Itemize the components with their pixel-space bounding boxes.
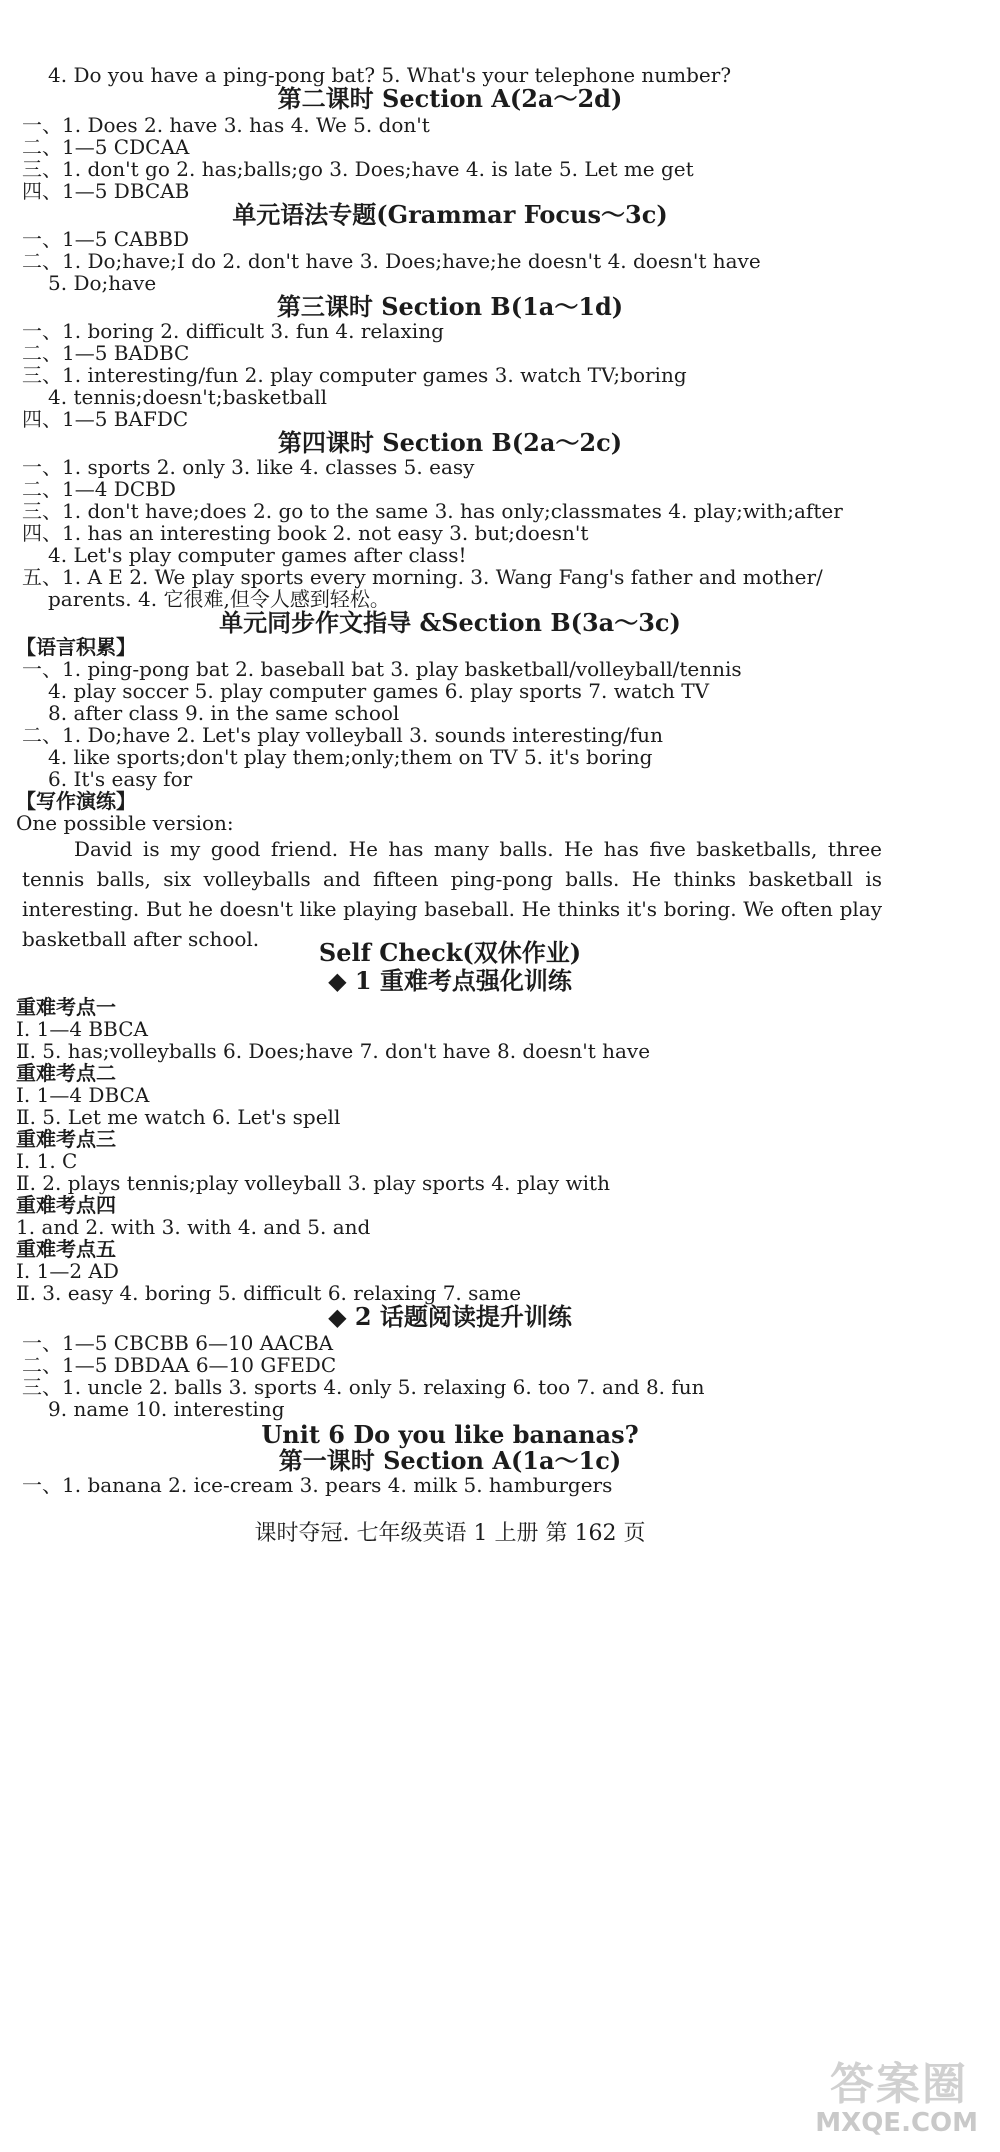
answer-line: Ⅰ. 1. C	[16, 1149, 78, 1173]
section-heading: ◆ 2 话题阅读提升训练	[328, 1302, 572, 1331]
answer-line: 一、1. ping-pong bat 2. baseball bat 3. play basketball/volleyball/tennis	[22, 657, 742, 681]
answer-line: 二、1. Do;have 2. Let's play volleyball 3. sounds interesting/fun	[22, 723, 663, 747]
watermark-logo: 答案圈	[830, 2059, 968, 2110]
answer-line: 二、1—5 DBDAA 6—10 GFEDC	[22, 1353, 337, 1377]
answer-line: 5. Do;have	[48, 271, 157, 295]
answer-line: Ⅱ. 2. plays tennis;play volleyball 3. play sports 4. play with	[16, 1171, 610, 1195]
answer-line: 一、1. banana 2. ice-cream 3. pears 4. milk 5. hamburgers	[22, 1473, 613, 1497]
answer-line: Ⅰ. 1—2 AD	[16, 1259, 119, 1283]
answer-line: 一、1—5 CABBD	[22, 227, 189, 251]
answer-line: 二、1—5 BADBC	[22, 341, 190, 365]
answer-line: 三、1. uncle 2. balls 3. sports 4. only 5. relaxing 6. too 7. and 8. fun	[22, 1375, 705, 1399]
answer-line: 4. tennis;doesn't;basketball	[48, 385, 328, 409]
answer-line: 9. name 10. interesting	[48, 1397, 285, 1421]
section-heading: 第一课时 Section A(1a～1c)	[278, 1446, 622, 1475]
subsection-tag: 【写作演练】	[16, 789, 136, 813]
section-heading: 单元语法专题(Grammar Focus～3c)	[232, 200, 668, 229]
subsection-tag: 重难考点一	[16, 995, 116, 1019]
subsection-tag: 重难考点三	[16, 1127, 116, 1151]
answer-line: 一、1. Does 2. have 3. has 4. We 5. don't	[22, 113, 430, 137]
section-heading: 第三课时 Section B(1a～1d)	[276, 292, 624, 321]
section-heading: 第二课时 Section A(2a～2d)	[277, 84, 623, 113]
answer-line: 4. Do you have a ping-pong bat? 5. What's your telephone number?	[48, 63, 732, 87]
watermark-url: MXQE.COM	[815, 2108, 978, 2138]
unit-heading: Unit 6 Do you like bananas?	[261, 1420, 639, 1449]
section-heading: 单元同步作文指导 &Section B(3a～3c)	[219, 608, 681, 637]
answer-line: 三、1. don't go 2. has;balls;go 3. Does;have 4. is late 5. Let me get	[22, 157, 694, 181]
answer-line: One possible version:	[16, 811, 234, 835]
model-essay: David is my good friend. He has many balls. He has five basketballs, three tennis balls, six volleyballs and fifteen ping-pong balls. He thinks basketball is interesting. But he doesn't like playing baseball. He thinks it's boring. We often play basketball after school.	[22, 837, 882, 951]
subsection-tag: 【语言积累】	[16, 635, 136, 659]
answer-line: Ⅰ. 1—4 DBCA	[16, 1083, 150, 1107]
answer-line: 四、1—5 DBCAB	[22, 179, 190, 203]
answer-line: 8. after class 9. in the same school	[48, 701, 400, 725]
answer-line: 三、1. don't have;does 2. go to the same 3. has only;classmates 4. play;with;after	[22, 499, 843, 523]
page-footer: 课时夺冠. 七年级英语 1 上册 第 162 页	[254, 1521, 646, 1546]
answer-line: Ⅰ. 1—4 BBCA	[16, 1017, 148, 1041]
answer-line: 1. and 2. with 3. with 4. and 5. and	[16, 1215, 371, 1239]
section-heading: Self Check(双休作业)	[318, 938, 582, 967]
answer-line: 一、1. boring 2. difficult 3. fun 4. relaxing	[22, 319, 444, 343]
answer-line: 四、1. has an interesting book 2. not easy 3. but;doesn't	[22, 521, 589, 545]
answer-line: Ⅱ. 5. Let me watch 6. Let's spell	[16, 1105, 341, 1129]
answer-line: 二、1—4 DCBD	[22, 477, 176, 501]
section-heading: 第四课时 Section B(2a～2c)	[277, 428, 623, 457]
answer-line: 四、1—5 BAFDC	[22, 407, 189, 431]
answer-line: 五、1. A E 2. We play sports every morning. 3. Wang Fang's father and mother/	[22, 565, 823, 589]
answer-line: 三、1. interesting/fun 2. play computer games 3. watch TV;boring	[22, 363, 687, 387]
answer-line: Ⅱ. 3. easy 4. boring 5. difficult 6. relaxing 7. same	[16, 1281, 522, 1305]
section-heading: ◆ 1 重难考点强化训练	[328, 966, 572, 995]
answer-line: 二、1. Do;have;I do 2. don't have 3. Does;have;he doesn't 4. doesn't have	[22, 249, 761, 273]
answer-line: 二、1—5 CDCAA	[22, 135, 190, 159]
answer-line: 一、1—5 CBCBB 6—10 AACBA	[22, 1331, 334, 1355]
site-watermark	[778, 2048, 978, 2138]
subsection-tag: 重难考点五	[16, 1237, 116, 1261]
answer-line: 一、1. sports 2. only 3. like 4. classes 5. easy	[22, 455, 475, 479]
subsection-tag: 重难考点二	[16, 1061, 116, 1085]
answer-line: 4. play soccer 5. play computer games 6. play sports 7. watch TV	[48, 679, 710, 703]
answer-line: 6. It's easy for	[48, 767, 193, 791]
answer-line: 4. like sports;don't play them;only;them on TV 5. it's boring	[48, 745, 653, 769]
subsection-tag: 重难考点四	[16, 1193, 116, 1217]
answer-line: Ⅱ. 5. has;volleyballs 6. Does;have 7. don't have 8. doesn't have	[16, 1039, 651, 1063]
answer-line: 4. Let's play computer games after class!	[48, 543, 467, 567]
answer-line: parents. 4. 它很难,但令人感到轻松。	[48, 587, 390, 611]
